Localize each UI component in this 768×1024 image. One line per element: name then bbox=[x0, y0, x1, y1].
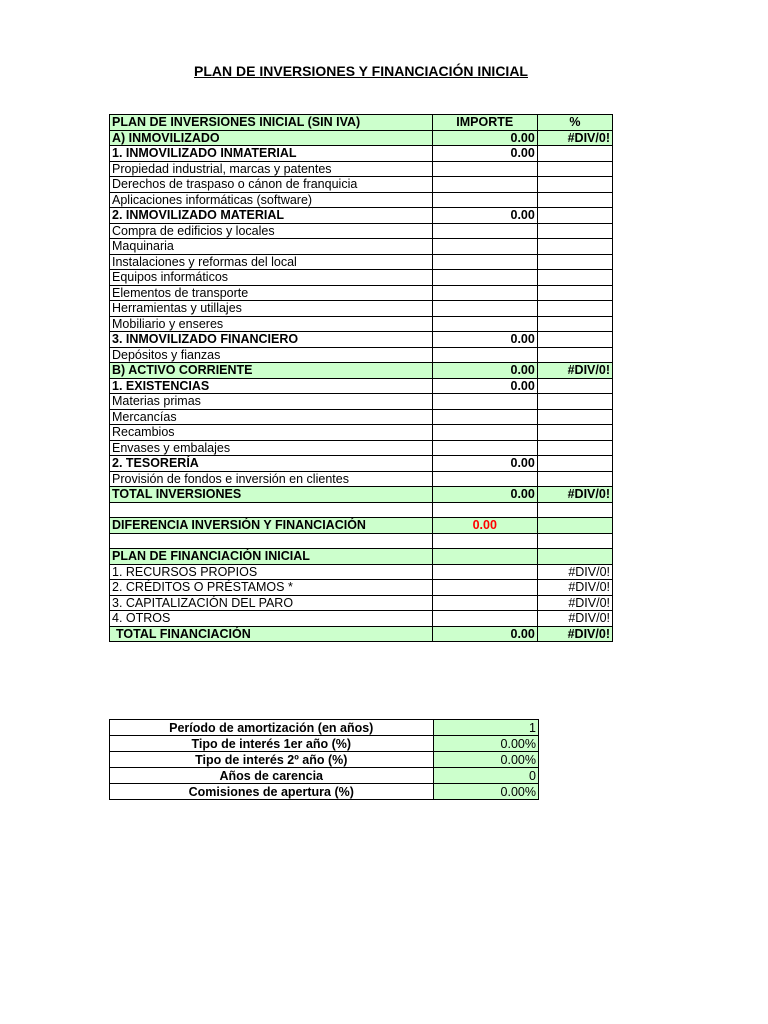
percent-cell: #DIV/0! bbox=[537, 363, 612, 379]
row-label: 2. TESORERÍA bbox=[110, 456, 433, 472]
diferencia-label: DIFERENCIA INVERSIÓN Y FINANCIACIÓN bbox=[110, 518, 433, 534]
importe-cell[interactable] bbox=[432, 177, 537, 193]
percent-cell bbox=[537, 378, 612, 394]
importe-cell[interactable]: 0.00 bbox=[432, 456, 537, 472]
row-label: 1. EXISTENCIAS bbox=[110, 378, 433, 394]
row-label: Propiedad industrial, marcas y patentes bbox=[110, 161, 433, 177]
table-row bbox=[110, 254, 613, 270]
financiacion-header-label: PLAN DE FINANCIACIÓN INICIAL bbox=[110, 549, 433, 565]
percent-cell: #DIV/0! bbox=[537, 130, 612, 146]
table-row bbox=[110, 332, 613, 348]
importe-cell[interactable] bbox=[432, 301, 537, 317]
percent-cell bbox=[537, 223, 612, 239]
empty-cell bbox=[110, 502, 433, 518]
importe-cell[interactable] bbox=[432, 440, 537, 456]
table-row bbox=[110, 347, 613, 363]
table-row bbox=[110, 301, 613, 317]
page-title: PLAN DE INVERSIONES Y FINANCIACIÓN INICIAL bbox=[194, 63, 528, 79]
row-label: Aplicaciones informáticas (software) bbox=[110, 192, 433, 208]
parameter-value[interactable]: 0 bbox=[433, 768, 539, 784]
empty-cell bbox=[537, 502, 612, 518]
percent-cell bbox=[537, 471, 612, 487]
percent-cell bbox=[537, 254, 612, 270]
financiacion-row bbox=[110, 564, 613, 580]
table-row bbox=[110, 471, 613, 487]
row-label: Herramientas y utillajes bbox=[110, 301, 433, 317]
parameter-label: Tipo de interés 1er año (%) bbox=[110, 736, 434, 752]
percent-cell: #DIV/0! bbox=[537, 595, 612, 611]
investment-header-row bbox=[110, 115, 613, 131]
percent-cell: #DIV/0! bbox=[537, 580, 612, 596]
table-row bbox=[110, 363, 613, 379]
total-financiacion-percent: #DIV/0! bbox=[537, 626, 612, 642]
importe-cell[interactable]: 0.00 bbox=[432, 363, 537, 379]
total-financiacion-label: TOTAL FINANCIACIÓN bbox=[110, 626, 433, 642]
percent-cell bbox=[537, 347, 612, 363]
percent-cell bbox=[537, 192, 612, 208]
empty-cell bbox=[432, 533, 537, 549]
importe-cell[interactable] bbox=[432, 564, 537, 580]
total-financiacion-importe: 0.00 bbox=[432, 626, 537, 642]
importe-cell[interactable] bbox=[432, 425, 537, 441]
percent-cell: #DIV/0! bbox=[537, 611, 612, 627]
table-row bbox=[110, 146, 613, 162]
importe-cell[interactable] bbox=[432, 192, 537, 208]
importe-cell[interactable] bbox=[432, 394, 537, 410]
parameter-row bbox=[110, 768, 539, 784]
total-inversiones-importe: 0.00 bbox=[432, 487, 537, 503]
loan-parameters-table bbox=[109, 719, 539, 800]
row-label: 1. INMOVILIZADO INMATERIAL bbox=[110, 146, 433, 162]
row-label: Compra de edificios y locales bbox=[110, 223, 433, 239]
row-label: Maquinaria bbox=[110, 239, 433, 255]
table-row bbox=[110, 440, 613, 456]
financiacion-row bbox=[110, 611, 613, 627]
empty-cell bbox=[110, 533, 433, 549]
importe-cell[interactable] bbox=[432, 161, 537, 177]
percent-cell: #DIV/0! bbox=[537, 564, 612, 580]
total-inversiones-row bbox=[110, 487, 613, 503]
table-row bbox=[110, 177, 613, 193]
parameter-label: Comisiones de apertura (%) bbox=[110, 784, 434, 800]
empty-cell bbox=[537, 549, 612, 565]
row-label: Instalaciones y reformas del local bbox=[110, 254, 433, 270]
table-row bbox=[110, 223, 613, 239]
row-label: Mobiliario y enseres bbox=[110, 316, 433, 332]
financiacion-header-row bbox=[110, 549, 613, 565]
table-row bbox=[110, 130, 613, 146]
diferencia-row bbox=[110, 518, 613, 534]
table-row bbox=[110, 161, 613, 177]
row-label: 3. CAPITALIZACIÓN DEL PARO bbox=[110, 595, 433, 611]
row-label: 3. INMOVILIZADO FINANCIERO bbox=[110, 332, 433, 348]
parameter-label: Años de carencia bbox=[110, 768, 434, 784]
table-row bbox=[110, 456, 613, 472]
table-row bbox=[110, 192, 613, 208]
importe-cell[interactable]: 0.00 bbox=[432, 378, 537, 394]
row-label: Materias primas bbox=[110, 394, 433, 410]
percent-cell bbox=[537, 440, 612, 456]
row-label: Envases y embalajes bbox=[110, 440, 433, 456]
importe-cell[interactable] bbox=[432, 580, 537, 596]
percent-cell bbox=[537, 161, 612, 177]
importe-cell[interactable]: 0.00 bbox=[432, 332, 537, 348]
importe-cell[interactable]: 0.00 bbox=[432, 208, 537, 224]
parameter-value[interactable]: 0.00% bbox=[433, 736, 539, 752]
spacer-row bbox=[110, 502, 613, 518]
importe-cell[interactable] bbox=[432, 611, 537, 627]
importe-cell[interactable] bbox=[432, 270, 537, 286]
percent-cell bbox=[537, 456, 612, 472]
investment-financing-table bbox=[109, 114, 613, 642]
importe-cell[interactable] bbox=[432, 285, 537, 301]
diferencia-importe: 0.00 bbox=[432, 518, 537, 534]
percent-cell bbox=[537, 208, 612, 224]
row-label: A) INMOVILIZADO bbox=[110, 130, 433, 146]
percent-cell bbox=[537, 285, 612, 301]
row-label: 4. OTROS bbox=[110, 611, 433, 627]
table-row bbox=[110, 285, 613, 301]
parameter-label: Tipo de interés 2º año (%) bbox=[110, 752, 434, 768]
table-row bbox=[110, 394, 613, 410]
row-label: Depósitos y fianzas bbox=[110, 347, 433, 363]
spacer-row bbox=[110, 533, 613, 549]
empty-cell bbox=[432, 549, 537, 565]
parameter-row bbox=[110, 752, 539, 768]
investment-header-label: PLAN DE INVERSIONES INICIAL (SIN IVA) bbox=[110, 115, 433, 131]
parameter-value[interactable]: 0.00% bbox=[433, 752, 539, 768]
percent-cell bbox=[537, 177, 612, 193]
total-inversiones-label: TOTAL INVERSIONES bbox=[110, 487, 433, 503]
table-row bbox=[110, 409, 613, 425]
percent-cell bbox=[537, 425, 612, 441]
parameter-row bbox=[110, 784, 539, 800]
table-row bbox=[110, 425, 613, 441]
row-label: 2. INMOVILIZADO MATERIAL bbox=[110, 208, 433, 224]
importe-cell[interactable] bbox=[432, 254, 537, 270]
total-inversiones-percent: #DIV/0! bbox=[537, 487, 612, 503]
row-label: Equipos informáticos bbox=[110, 270, 433, 286]
importe-header: IMPORTE bbox=[432, 115, 537, 131]
percent-cell bbox=[537, 239, 612, 255]
empty-cell bbox=[432, 502, 537, 518]
parameter-label: Período de amortización (en años) bbox=[110, 720, 434, 736]
parameter-row bbox=[110, 720, 539, 736]
table-row bbox=[110, 378, 613, 394]
parameter-value[interactable]: 0.00% bbox=[433, 784, 539, 800]
parameter-value[interactable]: 1 bbox=[433, 720, 539, 736]
table-row bbox=[110, 208, 613, 224]
percent-header: % bbox=[537, 115, 612, 131]
parameter-row bbox=[110, 736, 539, 752]
diferencia-percent bbox=[537, 518, 612, 534]
percent-cell bbox=[537, 301, 612, 317]
financiacion-row bbox=[110, 595, 613, 611]
table-row bbox=[110, 239, 613, 255]
row-label: Elementos de transporte bbox=[110, 285, 433, 301]
percent-cell bbox=[537, 409, 612, 425]
table-row bbox=[110, 316, 613, 332]
row-label: B) ACTIVO CORRIENTE bbox=[110, 363, 433, 379]
row-label: Provisión de fondos e inversión en clientes bbox=[110, 471, 433, 487]
row-label: Recambios bbox=[110, 425, 433, 441]
importe-cell[interactable] bbox=[432, 347, 537, 363]
importe-cell[interactable] bbox=[432, 409, 537, 425]
importe-cell[interactable]: 0.00 bbox=[432, 146, 537, 162]
importe-cell[interactable] bbox=[432, 471, 537, 487]
percent-cell bbox=[537, 394, 612, 410]
importe-cell[interactable] bbox=[432, 316, 537, 332]
financiacion-row bbox=[110, 580, 613, 596]
row-label: 1. RECURSOS PROPIOS bbox=[110, 564, 433, 580]
total-financiacion-row bbox=[110, 626, 613, 642]
importe-cell[interactable]: 0.00 bbox=[432, 130, 537, 146]
percent-cell bbox=[537, 270, 612, 286]
importe-cell[interactable] bbox=[432, 223, 537, 239]
percent-cell bbox=[537, 332, 612, 348]
row-label: Derechos de traspaso o cánon de franquicia bbox=[110, 177, 433, 193]
empty-cell bbox=[537, 533, 612, 549]
table-row bbox=[110, 270, 613, 286]
row-label: 2. CRÉDITOS O PRÉSTAMOS * bbox=[110, 580, 433, 596]
importe-cell[interactable] bbox=[432, 239, 537, 255]
importe-cell[interactable] bbox=[432, 595, 537, 611]
percent-cell bbox=[537, 146, 612, 162]
percent-cell bbox=[537, 316, 612, 332]
row-label: Mercancías bbox=[110, 409, 433, 425]
